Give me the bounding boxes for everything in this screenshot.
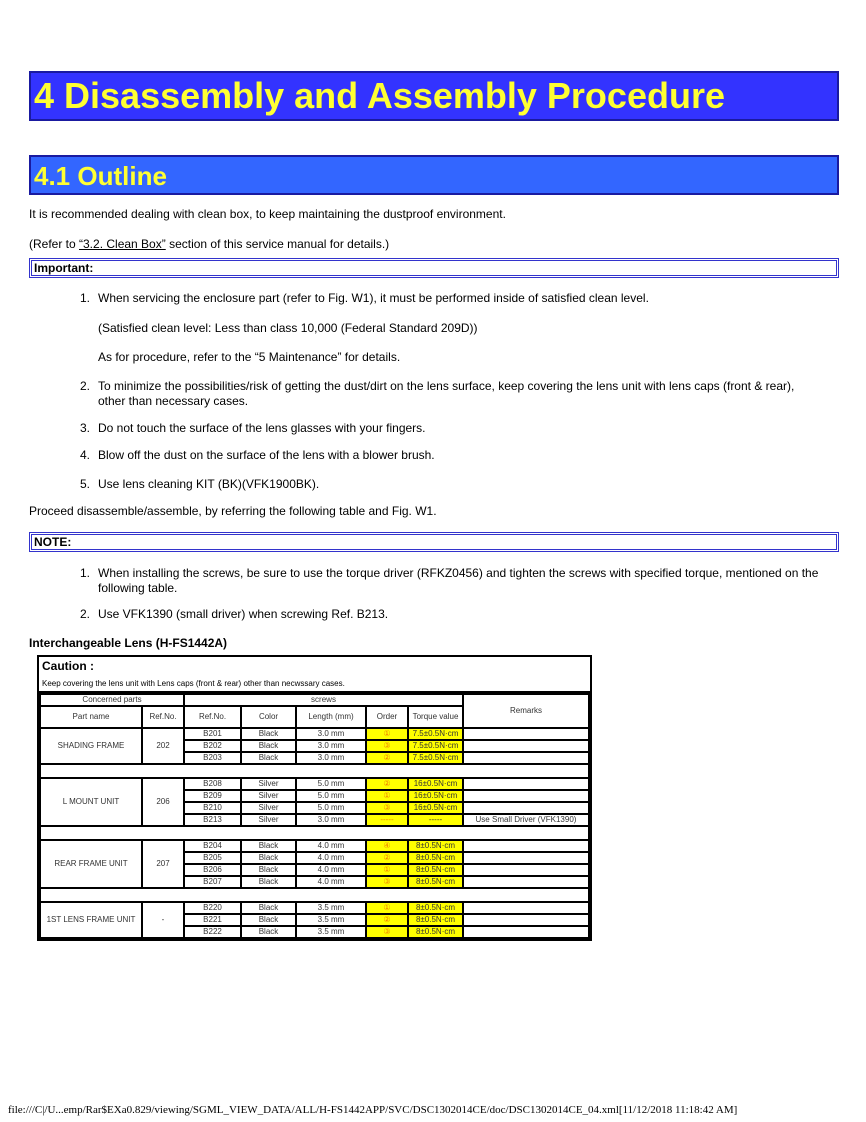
list-item xyxy=(80,291,820,306)
order-cell: ① xyxy=(367,729,407,739)
refer-text xyxy=(29,237,389,251)
remarks-cell xyxy=(464,779,588,789)
remarks-cell xyxy=(464,791,588,801)
remarks-cell xyxy=(464,741,588,751)
spacer-row xyxy=(41,765,588,777)
maintenance-ref-text: As for procedure, refer to the “5 Maintenance” for details. xyxy=(98,350,401,364)
header-length: Length (mm) xyxy=(297,707,365,727)
screw-ref-cell: B222 xyxy=(185,927,240,937)
torque-cell: 16±0.5N·cm xyxy=(409,791,462,801)
length-cell: 5.0 mm xyxy=(297,779,365,789)
color-cell: Black xyxy=(242,841,295,851)
item-text: When servicing the enclosure part (refer to Fig. W1), it must be performed inside of satisfied clean level. xyxy=(98,291,649,305)
footer-path: file:///C|/U...emp/Rar$EXa0.829/viewing/SGML_VIEW_DATA/ALL/H-FS1442APP/SVC/DSC1302014CE/doc/DSC1302014CE_04.xml[11/12/2018 11:18:42 AM] xyxy=(8,1104,738,1116)
order-cell: ③ xyxy=(367,877,407,887)
order-cell: ③ xyxy=(367,803,407,813)
screw-ref-cell: B220 xyxy=(185,903,240,913)
item-number: 2. xyxy=(80,379,91,393)
list-item xyxy=(80,477,820,492)
remarks-cell xyxy=(464,903,588,913)
screw-ref-cell: B204 xyxy=(185,841,240,851)
order-cell: ② xyxy=(367,915,407,925)
item-number: 5. xyxy=(80,477,91,491)
remarks-cell xyxy=(464,865,588,875)
order-cell: ----- xyxy=(367,815,407,825)
order-cell: ③ xyxy=(367,741,407,751)
remarks-cell xyxy=(464,877,588,887)
item-number: 4. xyxy=(80,448,91,462)
color-cell: Silver xyxy=(242,779,295,789)
torque-cell: 8±0.5N·cm xyxy=(409,841,462,851)
order-cell: ② xyxy=(367,779,407,789)
table-row xyxy=(41,903,588,913)
torque-cell: 7.5±0.5N·cm xyxy=(409,729,462,739)
list-item xyxy=(80,566,820,596)
caution-box xyxy=(39,657,590,693)
order-cell: ② xyxy=(367,853,407,863)
remarks-cell xyxy=(464,803,588,813)
torque-cell: 8±0.5N·cm xyxy=(409,853,462,863)
length-cell: 3.0 mm xyxy=(297,741,365,751)
part-name-cell: REAR FRAME UNIT xyxy=(41,841,141,887)
caution-title: Caution : xyxy=(42,659,94,673)
remarks-cell: Use Small Driver (VFK1390) xyxy=(464,815,588,825)
header-screw-ref: Ref.No. xyxy=(185,707,240,727)
screw-ref-cell: B213 xyxy=(185,815,240,825)
length-cell: 4.0 mm xyxy=(297,841,365,851)
order-cell: ④ xyxy=(367,841,407,851)
table-row xyxy=(41,729,588,739)
spacer-cell xyxy=(41,827,588,839)
part-ref-cell: - xyxy=(143,903,183,937)
torque-cell: 8±0.5N·cm xyxy=(409,865,462,875)
clean-box-link[interactable]: “3.2. Clean Box” xyxy=(79,237,166,251)
screw-ref-cell: B205 xyxy=(185,853,240,863)
screw-table-panel xyxy=(37,655,592,941)
intro-text: It is recommended dealing with clean box, to keep maintaining the dustproof environment. xyxy=(29,207,506,221)
color-cell: Silver xyxy=(242,815,295,825)
order-cell: ③ xyxy=(367,927,407,937)
table-row xyxy=(41,779,588,789)
part-name-cell: 1ST LENS FRAME UNIT xyxy=(41,903,141,937)
chapter-heading: 4 Disassembly and Assembly Procedure xyxy=(29,71,839,121)
color-cell: Black xyxy=(242,915,295,925)
torque-cell: 8±0.5N·cm xyxy=(409,903,462,913)
screw-ref-cell: B210 xyxy=(185,803,240,813)
color-cell: Silver xyxy=(242,803,295,813)
color-cell: Black xyxy=(242,853,295,863)
color-cell: Black xyxy=(242,865,295,875)
proceed-text: Proceed disassemble/assemble, by referring the following table and Fig. W1. xyxy=(29,504,437,518)
part-ref-cell: 206 xyxy=(143,779,183,825)
length-cell: 4.0 mm xyxy=(297,877,365,887)
torque-cell: 16±0.5N·cm xyxy=(409,803,462,813)
header-torque: Torque value xyxy=(409,707,462,727)
item-text: Use lens cleaning KIT (BK)(VFK1900BK). xyxy=(98,477,320,491)
screw-ref-cell: B203 xyxy=(185,753,240,763)
spacer-cell xyxy=(41,889,588,901)
length-cell: 3.0 mm xyxy=(297,815,365,825)
list-item xyxy=(80,379,820,409)
remarks-cell xyxy=(464,729,588,739)
torque-cell: 8±0.5N·cm xyxy=(409,927,462,937)
item-text: When installing the screws, be sure to use the torque driver (RFKZ0456) and tighten the screws with specified torque, mentioned on the following table. xyxy=(98,566,819,595)
color-cell: Black xyxy=(242,903,295,913)
color-cell: Black xyxy=(242,753,295,763)
refer-post: section of this service manual for details.) xyxy=(165,237,390,251)
header-concerned: Concerned parts xyxy=(41,695,183,705)
part-ref-cell: 207 xyxy=(143,841,183,887)
item-number: 3. xyxy=(80,421,91,435)
table-title: Interchangeable Lens (H-FS1442A) xyxy=(29,636,228,650)
length-cell: 3.0 mm xyxy=(297,729,365,739)
part-name-cell: SHADING FRAME xyxy=(41,729,141,763)
color-cell: Silver xyxy=(242,791,295,801)
screw-table xyxy=(39,693,590,939)
torque-cell: ----- xyxy=(409,815,462,825)
length-cell: 3.5 mm xyxy=(297,903,365,913)
item-text: Blow off the dust on the surface of the lens with a blower brush. xyxy=(98,448,435,462)
remarks-cell xyxy=(464,841,588,851)
screw-ref-cell: B208 xyxy=(185,779,240,789)
screw-ref-cell: B206 xyxy=(185,865,240,875)
refer-pre: (Refer to xyxy=(29,237,80,251)
item-text: Use VFK1390 (small driver) when screwing Ref. B213. xyxy=(98,607,389,621)
section-heading: 4.1 Outline xyxy=(29,155,839,195)
color-cell: Black xyxy=(242,927,295,937)
torque-cell: 8±0.5N·cm xyxy=(409,877,462,887)
note-box: NOTE: xyxy=(29,532,839,552)
spacer-row xyxy=(41,827,588,839)
screw-ref-cell: B201 xyxy=(185,729,240,739)
length-cell: 5.0 mm xyxy=(297,791,365,801)
important-box: Important: xyxy=(29,258,839,278)
item-text: To minimize the possibilities/risk of getting the dust/dirt on the lens surface, keep covering the lens unit with lens caps (front & rear), other than necessary cases. xyxy=(98,379,795,408)
list-item xyxy=(80,448,820,463)
header-part: Part name xyxy=(41,707,141,727)
remarks-cell xyxy=(464,753,588,763)
table-row xyxy=(41,841,588,851)
part-ref-cell: 202 xyxy=(143,729,183,763)
length-cell: 4.0 mm xyxy=(297,865,365,875)
order-cell: ① xyxy=(367,903,407,913)
torque-cell: 7.5±0.5N·cm xyxy=(409,741,462,751)
clean-level-text: (Satisfied clean level: Less than class 10,000 (Federal Standard 209D)) xyxy=(98,321,478,335)
remarks-cell xyxy=(464,927,588,937)
length-cell: 3.5 mm xyxy=(297,927,365,937)
order-cell: ② xyxy=(367,753,407,763)
header-color: Color xyxy=(242,707,295,727)
spacer-row xyxy=(41,889,588,901)
screw-ref-cell: B202 xyxy=(185,741,240,751)
screw-ref-cell: B221 xyxy=(185,915,240,925)
remarks-cell xyxy=(464,853,588,863)
item-number: 2. xyxy=(80,607,91,621)
list-item xyxy=(80,421,820,436)
length-cell: 4.0 mm xyxy=(297,853,365,863)
part-name-cell: L MOUNT UNIT xyxy=(41,779,141,825)
header-remarks: Remarks xyxy=(464,695,588,727)
length-cell: 3.0 mm xyxy=(297,753,365,763)
spacer-cell xyxy=(41,765,588,777)
torque-cell: 16±0.5N·cm xyxy=(409,779,462,789)
screw-ref-cell: B207 xyxy=(185,877,240,887)
item-text: Do not touch the surface of the lens glasses with your fingers. xyxy=(98,421,426,435)
remarks-cell xyxy=(464,915,588,925)
torque-cell: 7.5±0.5N·cm xyxy=(409,753,462,763)
item-number: 1. xyxy=(80,291,91,305)
color-cell: Black xyxy=(242,877,295,887)
header-order: Order xyxy=(367,707,407,727)
header-ref: Ref.No. xyxy=(143,707,183,727)
order-cell: ① xyxy=(367,791,407,801)
header-screws: screws xyxy=(185,695,462,705)
color-cell: Black xyxy=(242,729,295,739)
screw-ref-cell: B209 xyxy=(185,791,240,801)
header-row xyxy=(41,695,588,705)
color-cell: Black xyxy=(242,741,295,751)
caution-text: Keep covering the lens unit with Lens caps (front & rear) other than necwssary cases. xyxy=(42,679,345,688)
item-number: 1. xyxy=(80,566,91,580)
list-item xyxy=(80,607,820,622)
length-cell: 5.0 mm xyxy=(297,803,365,813)
order-cell: ① xyxy=(367,865,407,875)
torque-cell: 8±0.5N·cm xyxy=(409,915,462,925)
length-cell: 3.5 mm xyxy=(297,915,365,925)
